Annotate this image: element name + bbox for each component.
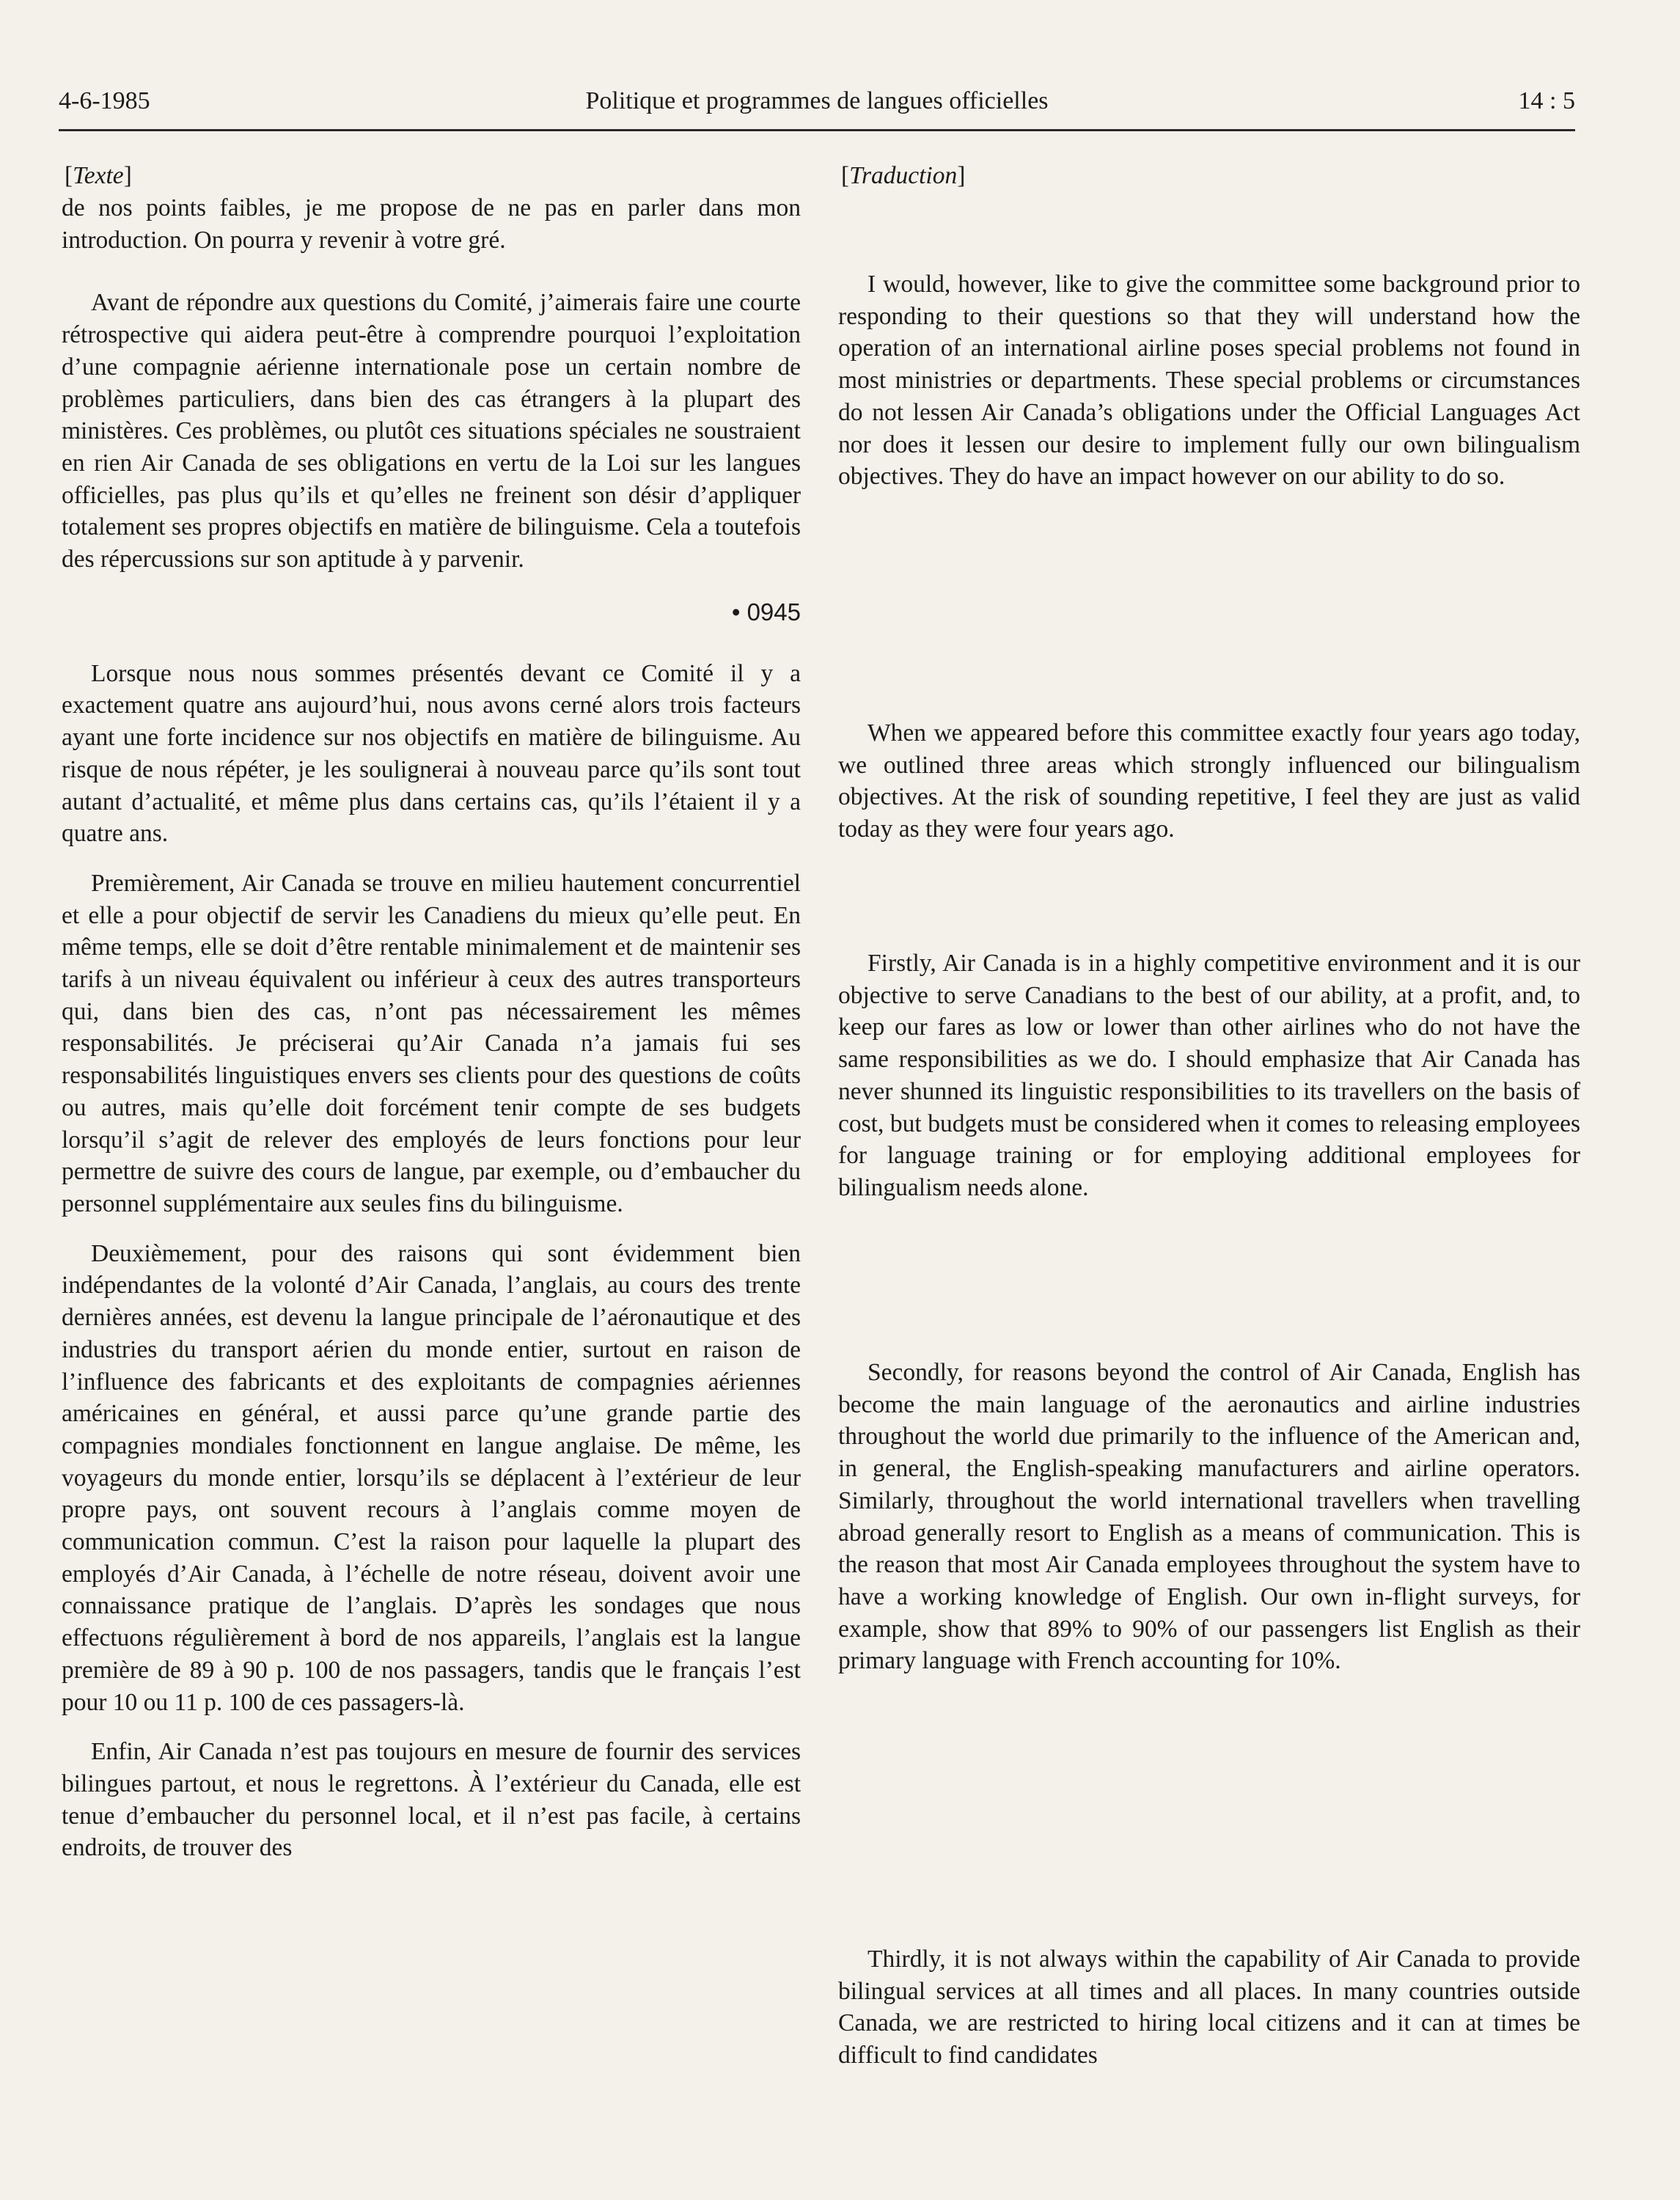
paragraph: I would, however, like to give the committee some background prior to responding to their questions so that they will understand how the operation of an international airline poses special problems not found in most ministries or departments. These special problems or circumstances do not lessen Air Canada’s obligations under the Official Languages Act nor does it lessen our desire to implement fully our own bilingualism objectives. They do have an impact however on our ability to do so. <box>838 271 1580 491</box>
column-label-traduction: [Traduction] <box>841 162 966 189</box>
paragraph: Deuxièmement, pour des raisons qui sont évidemment bien indépendantes de la volonté d’Air Canada, l’anglais, au cours des trente dernières années, est devenu la langue principale de l’aéronautique et des industries du transport aérien du monde entier, surtout en raison de l’influence des fabricants et des exploitants de compagnies aériennes américaines en général, et aussi parce qu’une grande partie des compagnies mondiales fonctionnent en langue anglaise. De même, les voyageurs du monde entier, lorsqu’ils se déplacent à l’extérieur de leur propre pays, ont souvent recours à l’anglais comme moyen de communication commun. C’est la raison pour laquelle la plupart des employés d’Air Canada, à l’échelle de notre réseau, doivent avoir une connaissance pratique de l’anglais. D’après les sondages que nous effectuons régulièrement à bord de nos appareils, l’anglais est la langue première de 89 à 90 p. 100 de nos passagers, tandis que le français l’est pour 10 ou 11 p. 100 de ces passagers-là. <box>62 1239 801 1716</box>
paragraph: Avant de répondre aux questions du Comité, j’aimerais faire une courte rétrospective qui aidera peut-être à comprendre pourquoi l’exploitation d’une compagnie aérienne internationale pose un certain nombre de problèmes particuliers, dans bien des cas étrangers à la plupart des ministères. Ces problèmes, ou plutôt ces situations spéciales ne soustraient en rien Air Canada de ses obligations en vertu de la Loi sur les langues officielles, pas plus qu’ils et qu’elles ne freinent son désir d’appliquer totalement ses propres objectifs en matière de bilinguisme. Cela a toutefois des répercussions sur son aptitude à y parvenir. <box>62 289 801 573</box>
header-date: 4-6-1985 <box>59 87 150 114</box>
paragraph: Secondly, for reasons beyond the control of Air Canada, English has become the main language of the aeronautics and airline industries throughout the world due primarily to the influence of the American and, in general, the English-speaking manufacturers and airline operators. Similarly, throughout the world international travellers when travelling abroad generally resort to English as a means of communication. This is the reason that most Air Canada employees throughout the system have to have a working knowledge of English. Our own in-flight surveys, for example, show that 89% to 90% of our passengers list English as their primary language with French accounting for 10%. <box>838 1359 1580 1675</box>
header-page-number: 14 : 5 <box>1518 87 1575 114</box>
page-header <box>59 82 1575 131</box>
paragraph: When we appeared before this committee exactly four years ago today, we outlined three areas which strongly influenced our bilingualism objectives. At the risk of sounding repetitive, I feel they are just as valid today as they were four years ago. <box>838 719 1580 843</box>
paragraph: Lorsque nous nous sommes présentés devant ce Comité il y a exactement quatre ans aujourd’hui, nous avons cerné alors trois facteurs ayant une forte incidence sur nos objectifs en matière de bilinguisme. Au risque de nous répéter, je les soulignerai à nouveau parce qu’ils sont tout autant d’actualité, et même plus dans certains cas, qu’ils l’étaient il y a quatre ans. <box>62 659 801 848</box>
header-title: Politique et programmes de langues officielles <box>585 87 1049 114</box>
paragraph: Thirdly, it is not always within the capability of Air Canada to provide bilingual services at all times and all places. In many countries outside Canada, we are restricted to hiring local citizens and it can at times be difficult to find candidates <box>838 1946 1580 2069</box>
french-column <box>62 160 801 1864</box>
paragraph: de nos points faibles, je me propose de ne pas en parler dans mon introduction. On pourra y revenir à votre gré. <box>62 194 801 254</box>
english-column <box>838 160 1580 2140</box>
paragraph: Enfin, Air Canada n’est pas toujours en mesure de fournir des services bilingues partout, et nous le regrettons. À l’extérieur du Canada, elle est tenue d’embaucher du personnel local, et il n’est pas facile, à certains endroits, de trouver des <box>62 1738 801 1862</box>
time-marker: • 0945 <box>731 598 801 626</box>
column-label-texte: [Texte] <box>65 162 132 189</box>
paragraph: Premièrement, Air Canada se trouve en milieu hautement concurrentiel et elle a pour objectif de servir les Canadiens du mieux qu’elle peut. En même temps, elle se doit d’être rentable minimalement et de maintenir ses tarifs à un niveau équivalent ou inférieur à ceux des autres transporteurs qui, dans bien des cas, n’ont pas nécessairement les mêmes responsabilités. Je préciserai qu’Air Canada n’a jamais fui ses responsabilités linguistiques envers ses clients pour des questions de coûts ou autres, mais qu’elle doit forcément tenir compte de ses budgets lorsqu’il s’agit de relever des employés de leurs fonctions pour leur permettre de suivre des cours de langue, par exemple, ou d’embaucher du personnel supplémentaire aux seules fins du bilinguisme. <box>62 869 801 1217</box>
paragraph: Firstly, Air Canada is in a highly competitive environment and it is our objective to serve Canadians to the best of our ability, at a profit, and, to keep our fares as low or lower than other airlines who do not have the same responsibilities as we do. I should emphasize that Air Canada has never shunned its linguistic responsibilities to its travellers on the basis of cost, but budgets must be considered when it comes to releasing employees for language training or for employing additional employees for bilingualism needs alone. <box>838 950 1580 1201</box>
